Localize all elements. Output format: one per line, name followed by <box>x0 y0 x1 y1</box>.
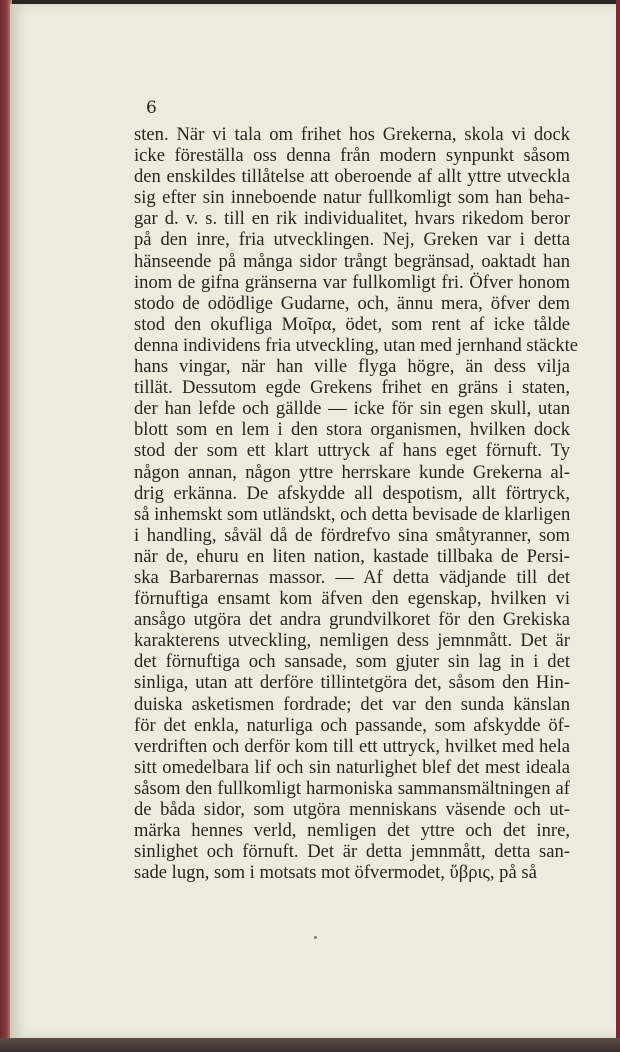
body-text <box>134 124 579 884</box>
text-line: så inhemskt som utländskt, och detta bevisade de klarligen <box>134 503 571 525</box>
text-line: förnuftiga ensamt kom äfven den egenskap, hvilken vi <box>134 588 570 610</box>
text-line: i handling, såväl då de fördrefvo sina småtyranner, som <box>134 524 570 546</box>
book-cover-right-edge <box>616 0 620 1052</box>
text-line: stod den okufliga Μοῖρα, ödet, som rent af icke tålde <box>134 313 570 335</box>
text-line: någon annan, någon yttre herrskare kunde Grekerna al- <box>134 461 570 483</box>
text-line: de båda sidor, som utgöra menniskans väsende och ut- <box>134 799 570 820</box>
paper-fleck <box>314 936 317 939</box>
page-number: 6 <box>146 98 157 118</box>
text-line: gar d. v. s. till en rik individualitet, hvars rikedom beror <box>134 208 570 230</box>
text-line: såsom den fullkomligt harmoniska sammansmältningen af <box>134 777 570 799</box>
text-line: sade lugn, som i motsats mot öfvermodet, ὕβρις, på så <box>134 862 537 884</box>
text-line: sinliga, utan att derföre tillintetgöra det, såsom den Hin- <box>134 672 570 694</box>
text-line: verdriften och derför kom till ett uttryck, hvilket med hela <box>134 735 570 757</box>
text-line: på den inre, fria utvecklingen. Nej, Greken var i detta <box>134 229 570 251</box>
text-line: blott som en lem i den stora organismen, hvilken dock <box>134 419 570 441</box>
text-line: icke föreställa oss denna från modern synpunkt såsom <box>134 145 570 167</box>
text-line: drig erkänna. De afskydde all despotism, allt förtryck, <box>134 482 570 504</box>
text-line: stodo de odödlige Gudarne, och, ännu mera, öfver dem <box>134 292 570 314</box>
text-line: när de, ehuru en liten nation, kastade tillbaka de Persi- <box>134 545 570 567</box>
text-line: hänseende på många sidor trångt begränsad, oaktadt han <box>134 250 570 272</box>
book-bottom-edge <box>0 1038 620 1052</box>
text-line: den enskildes tillåtelse att oberoende af allt yttre utveckla <box>134 166 570 188</box>
text-line: ska Barbarernas massor. — Af detta vädjande till det <box>134 566 570 588</box>
text-line: märka hennes verld, nemligen det yttre och det inre, <box>134 820 570 842</box>
text-line: inom de gifna gränserna var fullkomligt fri. Öfver honom <box>134 271 570 293</box>
text-line: ansågo utgöra det andra grundvilkoret för den Grekiska <box>134 609 570 631</box>
text-line: sinlighet och förnuft. Det är detta jemnmått, detta san- <box>134 841 570 863</box>
text-line: sig efter sin inneboende natur fullkomligt som han beha- <box>134 187 570 209</box>
text-line: det förnuftiga och sansade, som gjuter sin lag in i det <box>134 651 570 673</box>
text-line: för det enkla, naturliga och passande, som afskydde öf- <box>134 714 570 736</box>
text-line: der han lefde och gällde — icke för sin egen skull, utan <box>134 398 570 420</box>
text-line: stod der som ett klart uttryck af hans eget förnuft. Ty <box>134 440 570 462</box>
text-line: karakterens utveckling, nemligen dess jemnmått. Det är <box>134 630 570 652</box>
text-line: sitt omedelbara lif och sin naturlighet blef det mest ideala <box>134 756 570 778</box>
text-line: sten. När vi tala om frihet hos Grekerna, skola vi dock <box>134 124 570 145</box>
text-line: duiska asketismen fordrade; det var den sunda känslan <box>134 693 570 715</box>
text-line: tillät. Dessutom egde Grekens frihet en gräns i staten, <box>134 377 570 399</box>
text-line: hans vingar, när han ville flyga högre, än dess vilja <box>134 356 570 378</box>
text-line: denna individens fria utveckling, utan med jernhand stäckte <box>134 334 579 356</box>
